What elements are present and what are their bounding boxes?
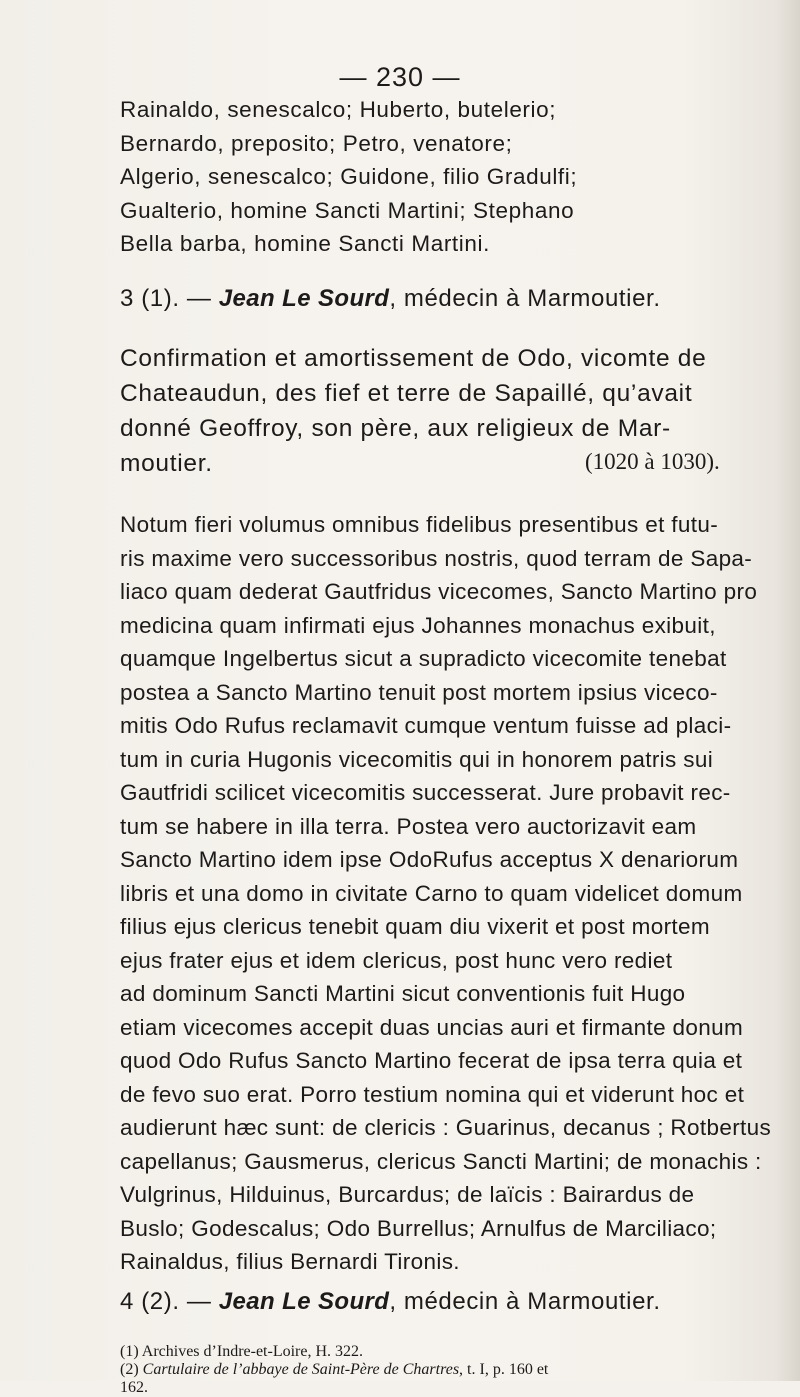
footnote-2-ref: , t. I, p. 160 et bbox=[459, 1361, 549, 1378]
text-line: Bernardo, preposito; Petro, venatore; bbox=[120, 130, 513, 156]
entry-number: 3 (1). — bbox=[120, 285, 212, 312]
opening-witness-list bbox=[120, 93, 745, 261]
title-line: moutier. bbox=[120, 450, 213, 477]
body-line: tum in curia Hugonis vicecomitis qui in honorem patris sui bbox=[120, 746, 714, 772]
footnote-2 bbox=[120, 1361, 745, 1379]
entry-3-heading bbox=[120, 285, 661, 313]
body-line: quamque Ingelbertus sicut a supradicto vicecomite tenebat bbox=[120, 646, 727, 671]
body-line: audierunt hæc sunt: de clericis : Guarinus, decanus ; Rotbertus bbox=[120, 1115, 772, 1140]
entry-name: Jean Le Sourd bbox=[218, 1288, 390, 1315]
footnote-2-number: (2) bbox=[120, 1361, 143, 1378]
body-line: postea a Sancto Martino tenuit post mortem ipsius viceco- bbox=[120, 679, 718, 705]
entry-role: , médecin à Marmoutier. bbox=[389, 1288, 661, 1315]
body-line: Sancto Martino idem ipse OdoRufus acceptus X denariorum bbox=[120, 847, 739, 872]
text-line: Algerio, senescalco; Guidone, filio Gradulfi; bbox=[120, 164, 578, 189]
body-line: capellanus; Gausmerus, clericus Sancti Martini; de monachis : bbox=[120, 1148, 762, 1174]
title-line: Confirmation et amortissement de Odo, vicomte de bbox=[120, 345, 707, 372]
text-line: Bella barba, homine Sancti Martini. bbox=[120, 231, 490, 256]
footnotes bbox=[120, 1343, 745, 1397]
body-line: de fevo suo erat. Porro testium nomina qui et viderunt hoc et bbox=[120, 1081, 745, 1107]
text-line: Gualterio, homine Sancti Martini; Stephano bbox=[120, 197, 575, 223]
entry-role: , médecin à Marmoutier. bbox=[389, 285, 661, 312]
body-line: Gautfridi scilicet vicecomitis successerat. Jure probavit rec- bbox=[120, 780, 731, 805]
entry-4-heading bbox=[120, 1288, 661, 1316]
body-line: etiam vicecomes accepit duas uncias auri et firmante donum bbox=[120, 1014, 744, 1040]
body-line: Buslo; Godescalus; Odo Burrellus; Arnulfus de Marciliaco; bbox=[120, 1215, 717, 1241]
entry-name: Jean Le Sourd bbox=[218, 285, 390, 312]
text-line: Rainaldo, senescalco; Huberto, butelerio; bbox=[120, 97, 557, 122]
charter-date: (1020 à 1030). bbox=[585, 449, 720, 474]
body-line: tum se habere in illa terra. Postea vero auctorizavit eam bbox=[120, 813, 697, 839]
body-line: mitis Odo Rufus reclamavit cumque ventum fuisse ad placi- bbox=[120, 713, 732, 738]
body-line: quod Odo Rufus Sancto Martino fecerat de ipsa terra quia et bbox=[120, 1048, 743, 1073]
entry-number: 4 (2). — bbox=[120, 1288, 212, 1315]
title-line: Chateaudun, des fief et terre de Sapaillé, qu’avait bbox=[120, 380, 693, 407]
body-line: Notum fieri volumus omnibus fidelibus presentibus et futu- bbox=[120, 512, 719, 537]
body-line: liaco quam dederat Gautfridus vicecomes, Sancto Martino pro bbox=[120, 579, 758, 604]
footnote-1: (1) Archives d’Indre-et-Loire, H. 322. bbox=[120, 1343, 364, 1360]
body-line: ad dominum Sancti Martini sicut conventionis fuit Hugo bbox=[120, 981, 686, 1006]
body-line: Vulgrinus, Hilduinus, Burcardus; de laïcis : Bairardus de bbox=[120, 1182, 695, 1207]
page-number: — 230 — bbox=[339, 62, 461, 92]
body-line: ejus frater ejus et idem clericus, post hunc vero rediet bbox=[120, 947, 673, 973]
body-line: Rainaldus, filius Bernardi Tironis. bbox=[120, 1249, 460, 1274]
footnote-2-continuation: 162. bbox=[120, 1379, 148, 1396]
body-line: ris maxime vero successoribus nostris, quod terram de Sapa- bbox=[120, 545, 753, 571]
body-line: medicina quam infirmati ejus Johannes monachus exibuit, bbox=[120, 612, 716, 638]
title-line: donné Geoffroy, son père, aux religieux de Mar- bbox=[120, 415, 671, 442]
charter-body bbox=[120, 508, 772, 1279]
body-line: filius ejus clericus tenebit quam diu vixerit et post mortem bbox=[120, 914, 710, 939]
body-line: libris et una domo in civitate Carno to quam videlicet domum bbox=[120, 880, 743, 906]
footnote-2-title: Cartulaire de l’abbaye de Saint-Père de Chartres bbox=[142, 1361, 460, 1378]
